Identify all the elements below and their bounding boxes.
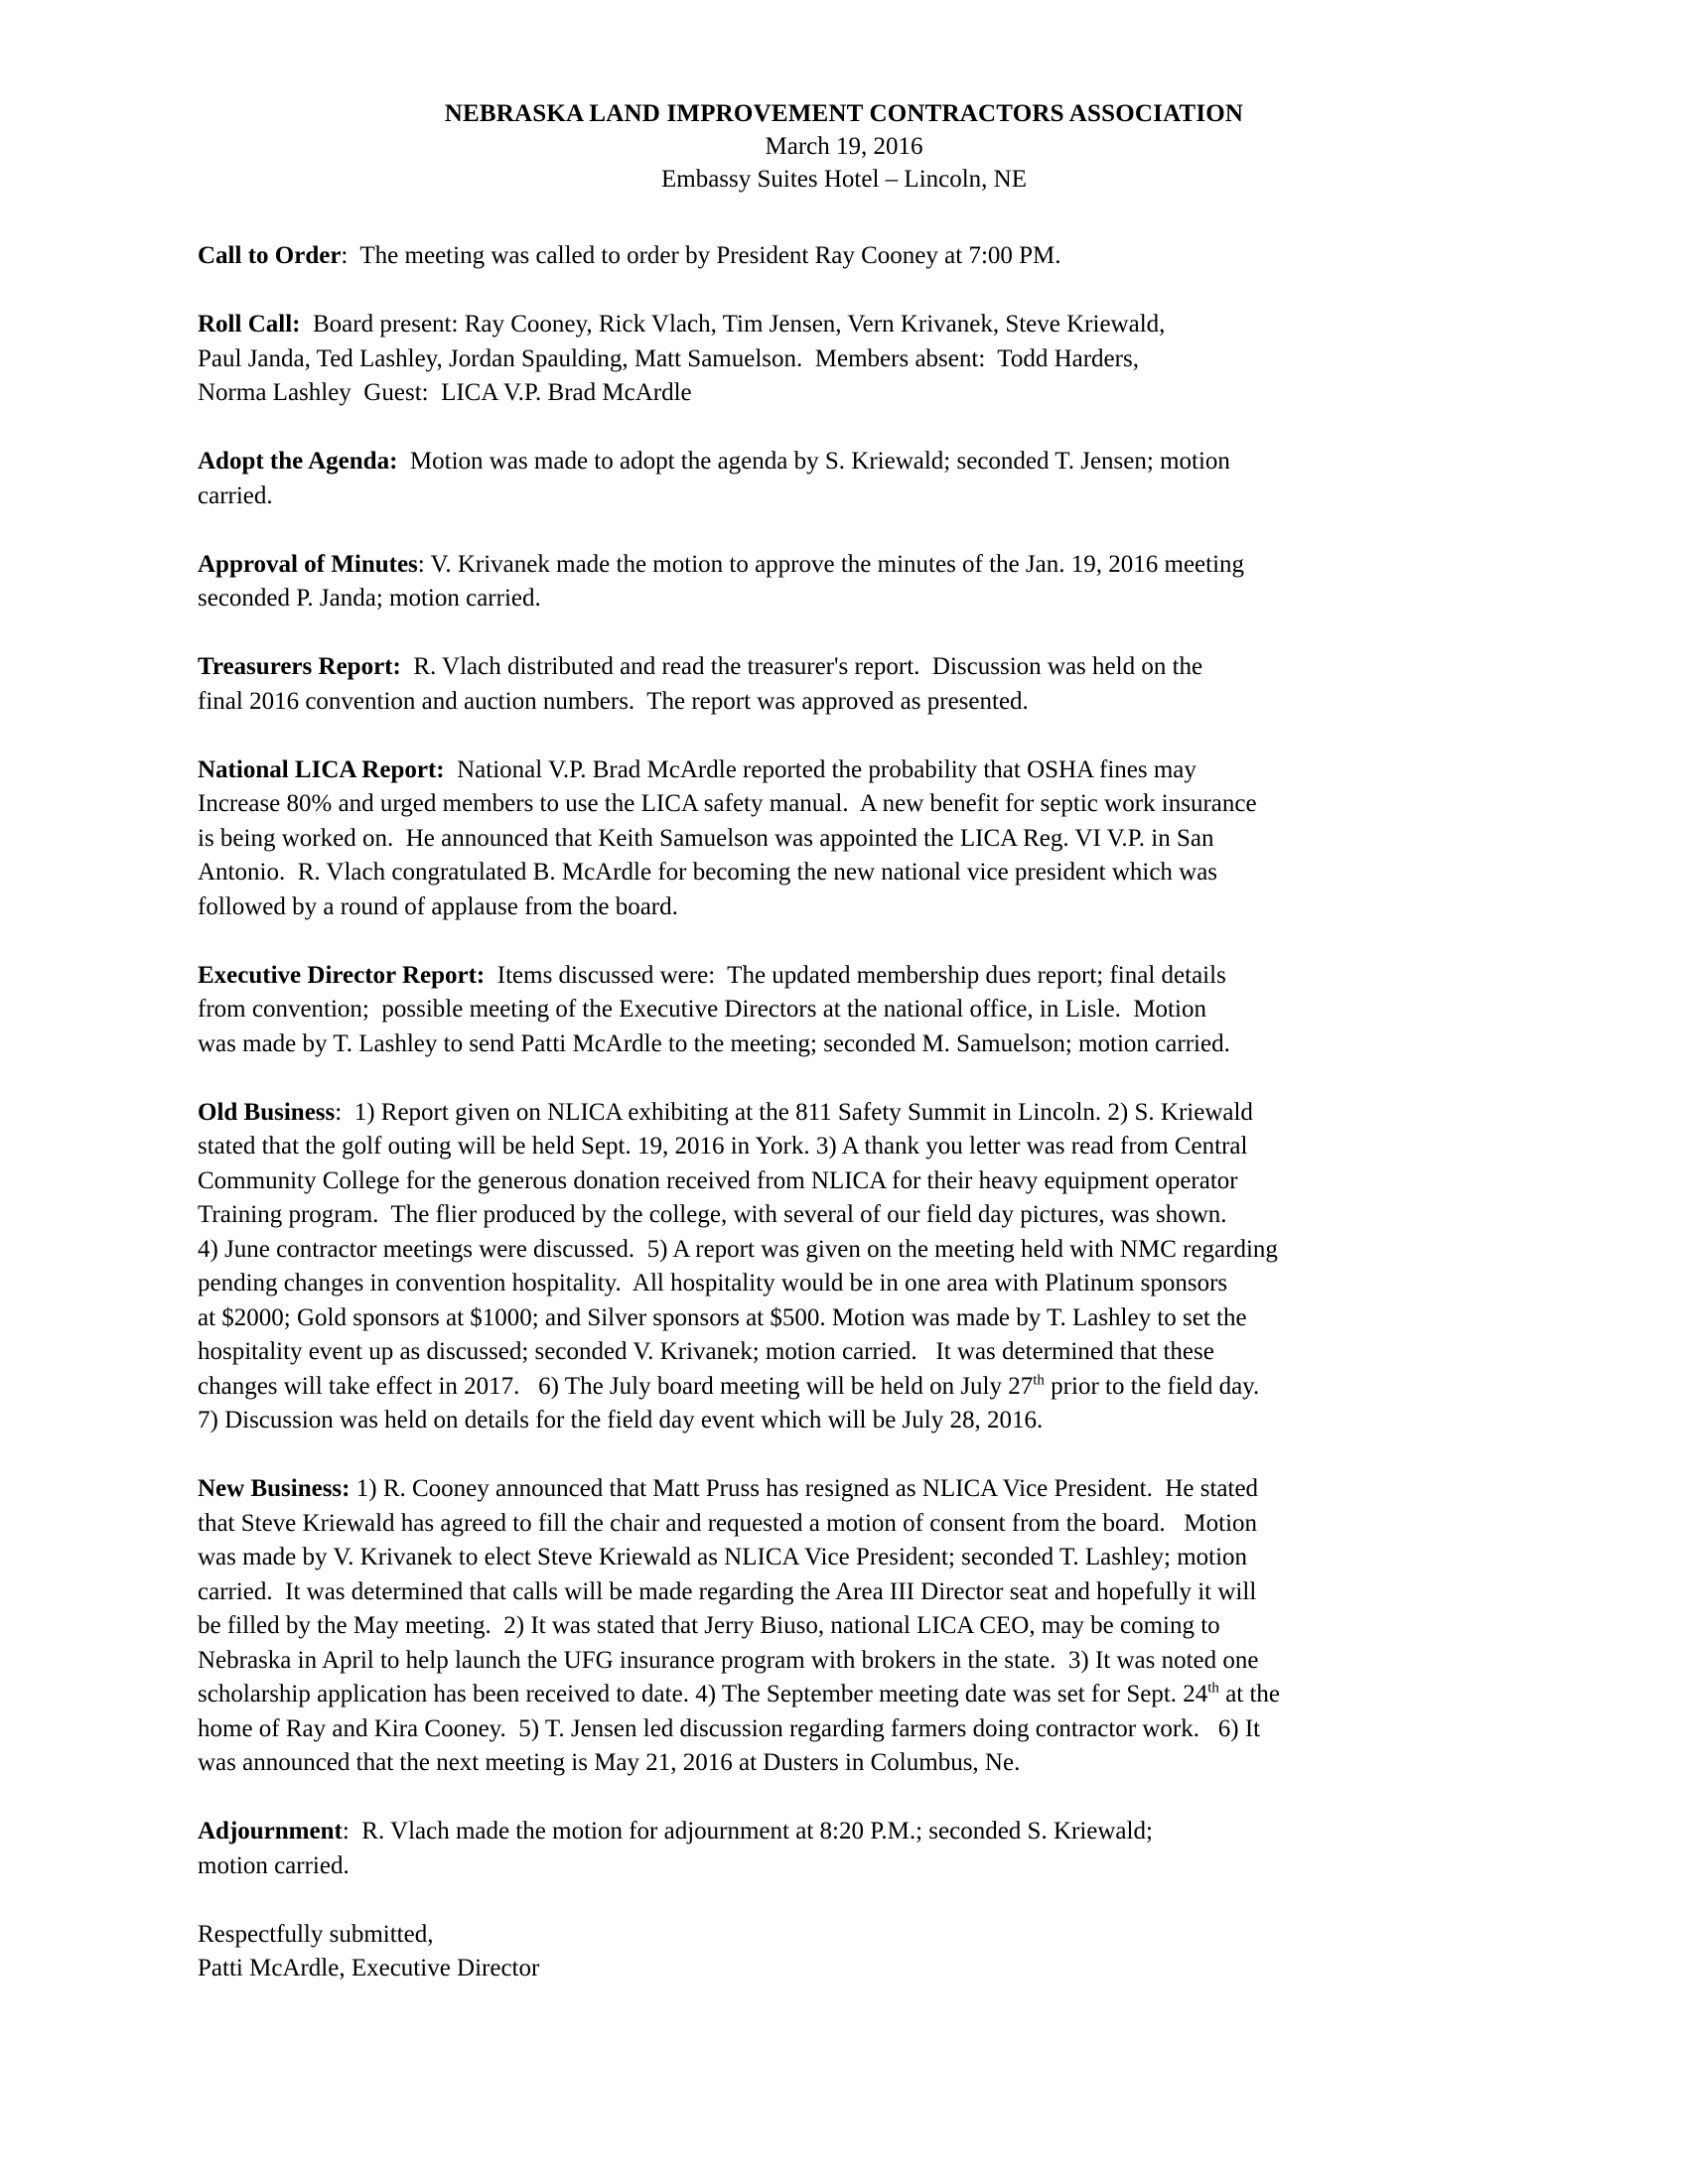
adjournment-section xyxy=(198,1815,1518,1883)
section-heading: Approval of Minutes xyxy=(198,550,418,578)
section-text: was announced that the next meeting is May 21, 2016 at Dusters in Columbus, Ne. xyxy=(198,1749,1021,1776)
meeting-location: Embassy Suites Hotel – Lincoln, NE xyxy=(660,166,1028,193)
section-text: : The meeting was called to order by President Ray Cooney at 7:00 PM. xyxy=(341,242,1061,269)
section-text: Community College for the generous donation received from NLICA for their heavy equipment operator xyxy=(198,1166,1238,1194)
section-text: National V.P. Brad McArdle reported the probability that OSHA fines may xyxy=(444,755,1196,783)
organization-title: NEBRASKA LAND IMPROVEMENT CONTRACTORS ASSOCIATION xyxy=(444,100,1244,127)
section-text: Paul Janda, Ted Lashley, Jordan Spaulding, Matt Samuelson. Members absent: Todd Harders, xyxy=(198,344,1139,372)
approval-minutes-section xyxy=(198,548,1518,616)
national-lica-section xyxy=(198,753,1518,925)
section-text: Items discussed were: The updated membership dues report; final details xyxy=(485,961,1226,989)
minutes-body xyxy=(198,239,1518,1986)
treasurers-report-section xyxy=(198,650,1518,719)
section-text: 1) R. Cooney announced that Matt Pruss has resigned as NLICA Vice President. He stated xyxy=(350,1475,1259,1502)
section-text: : 1) Report given on NLICA exhibiting at the 811 Safety Summit in Lincoln. 2) S. Kriewald xyxy=(335,1098,1253,1126)
section-text: home of Ray and Kira Cooney. 5) T. Jensen led discussion regarding farmers doing contractor work. 6) It xyxy=(198,1714,1261,1742)
section-text: from convention; possible meeting of the Executive Directors at the national office, in Lisle. Motion xyxy=(198,996,1206,1023)
section-text: stated that the golf outing will be held Sept. 19, 2016 in York. 3) A thank you letter was read from Central xyxy=(198,1133,1248,1160)
section-text: Board present: Ray Cooney, Rick Vlach, Tim Jensen, Vern Krivanek, Steve Kriewald, xyxy=(300,311,1166,338)
section-heading: New Business: xyxy=(198,1475,351,1502)
section-text: 4) June contractor meetings were discussed. 5) A report was given on the meeting held with NMC regarding xyxy=(198,1235,1278,1263)
section-heading: National LICA Report: xyxy=(198,755,445,783)
section-heading: Old Business xyxy=(198,1098,336,1126)
section-text: carried. xyxy=(198,481,273,509)
section-text: that Steve Kriewald has agreed to fill the chair and requested a motion of consent from the board. Motion xyxy=(198,1509,1258,1537)
old-business-section xyxy=(198,1096,1518,1438)
section-text: Antonio. R. Vlach congratulated B. McArdle for becoming the new national vice president which was xyxy=(198,859,1218,886)
section-text: pending changes in convention hospitality. All hospitality would be in one area with Platinum sponsors xyxy=(198,1270,1228,1297)
executive-director-section xyxy=(198,959,1518,1062)
section-heading: Call to Order xyxy=(198,242,342,269)
section-heading: Adopt the Agenda: xyxy=(198,448,398,475)
section-text: Training program. The flier produced by the college, with several of our field day pictures, was shown. xyxy=(198,1201,1227,1228)
call-to-order-section xyxy=(198,239,1518,274)
section-text: carried. It was determined that calls will be made regarding the Area III Director seat and hopefully it will xyxy=(198,1577,1257,1605)
section-text: R. Vlach distributed and read the treasurer's report. Discussion was held on the xyxy=(400,653,1203,680)
section-text: 7) Discussion was held on details for the field day event which will be July 28, 2016. xyxy=(198,1407,1044,1433)
section-text: changes will take effect in 2017. 6) The July board meeting will be held on July 27 xyxy=(198,1372,1034,1400)
section-text: was made by V. Krivanek to elect Steve Kriewald as NLICA Vice President; seconded T. Lashley; motion xyxy=(198,1544,1248,1570)
roll-call-section xyxy=(198,308,1518,411)
section-text: hospitality event up as discussed; seconded V. Krivanek; motion carried. It was determined that these xyxy=(198,1338,1214,1365)
section-text: be filled by the May meeting. 2) It was stated that Jerry Biuso, national LICA CEO, may be coming to xyxy=(198,1612,1220,1639)
new-business-section xyxy=(198,1472,1518,1781)
section-text: Nebraska in April to help launch the UFG insurance program with brokers in the state. 3) It was noted one xyxy=(198,1646,1259,1674)
section-heading: Treasurers Report: xyxy=(198,653,401,680)
section-heading: Executive Director Report: xyxy=(198,961,486,989)
section-text: : R. Vlach made the motion for adjournment at 8:20 P.M.; seconded S. Kriewald; xyxy=(342,1818,1153,1844)
section-text: Norma Lashley Guest: LICA V.P. Brad McArdle xyxy=(198,379,692,406)
adopt-agenda-section xyxy=(198,445,1518,513)
section-text: was made by T. Lashley to send Patti McArdle to the meeting; seconded M. Samuelson; motion carried. xyxy=(198,1029,1230,1057)
section-text: : V. Krivanek made the motion to approve the minutes of the Jan. 19, 2016 meeting xyxy=(417,550,1245,578)
section-text: Increase 80% and urged members to use the LICA safety manual. A new benefit for septic work insurance xyxy=(198,790,1257,817)
section-text: is being worked on. He announced that Keith Samuelson was appointed the LICA Reg. VI V.P. in San xyxy=(198,824,1214,852)
document-header xyxy=(0,97,1688,196)
signoff-signer: Patti McArdle, Executive Director xyxy=(198,1955,540,1981)
section-text: at $2000; Gold sponsors at $1000; and Silver sponsors at $500. Motion was made by T. Lashley to set the xyxy=(198,1303,1247,1331)
section-text: Motion was made to adopt the agenda by S. Kriewald; seconded T. Jensen; motion xyxy=(397,448,1230,475)
signoff-closing: Respectfully submitted, xyxy=(198,1920,434,1948)
section-heading: Roll Call: xyxy=(198,311,301,338)
section-text: prior to the field day. xyxy=(1044,1372,1260,1400)
ordinal-suffix: th xyxy=(1033,1372,1045,1389)
section-text: scholarship application has been received to date. 4) The September meeting date was set for Sept. 24 xyxy=(198,1681,1208,1707)
section-text: motion carried. xyxy=(198,1851,350,1879)
section-text: final 2016 convention and auction numbers. The report was approved as presented. xyxy=(198,687,1029,715)
signoff xyxy=(198,1918,1518,1986)
section-heading: Adjournment xyxy=(198,1818,343,1844)
ordinal-suffix: th xyxy=(1207,1680,1219,1697)
section-text: seconded P. Janda; motion carried. xyxy=(198,585,541,612)
section-text-line xyxy=(198,1370,1518,1405)
meeting-date: March 19, 2016 xyxy=(765,133,923,160)
section-text: followed by a round of applause from the board. xyxy=(198,892,678,920)
section-text-line xyxy=(198,1678,1518,1712)
section-text: at the xyxy=(1218,1681,1281,1707)
